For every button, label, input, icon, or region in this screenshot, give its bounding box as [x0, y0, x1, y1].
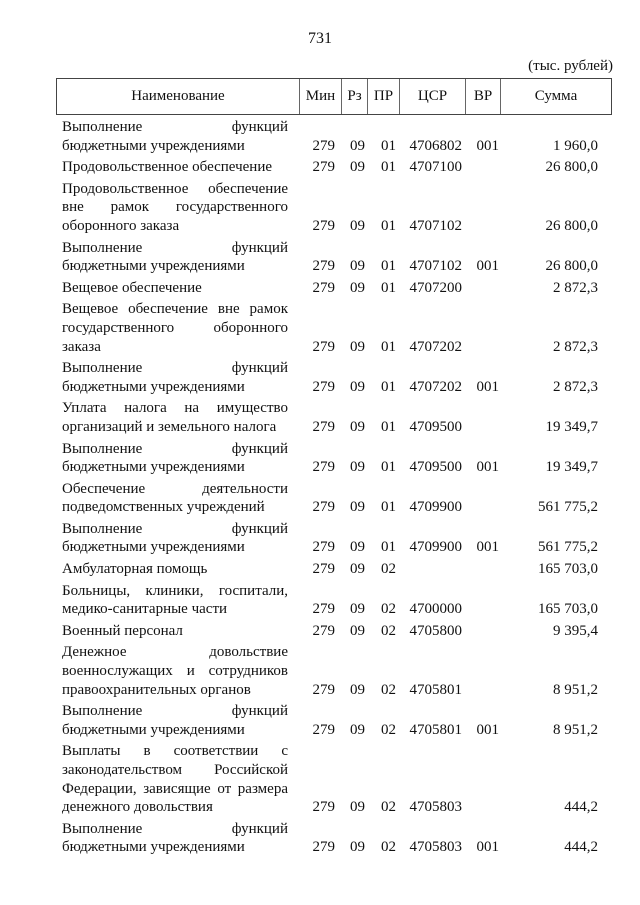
row-name-line: Продовольственное обеспечение: [62, 159, 272, 176]
row-sum: 19 349,7: [545, 459, 598, 476]
row-csr: 4705801: [409, 721, 462, 738]
row-name: [62, 520, 288, 557]
header-sum: Сумма: [500, 79, 611, 114]
row-name-line: правоохранительных органов: [62, 681, 251, 698]
row-rz: 09: [350, 217, 365, 234]
row-min: 279: [312, 499, 335, 516]
row-name-line: бюджетными учреждениями: [62, 539, 245, 556]
row-csr: 4709500: [409, 459, 462, 476]
row-min: 279: [312, 839, 335, 856]
row-csr: 4707202: [409, 338, 462, 355]
row-name-line: Выполнение функций: [62, 239, 288, 256]
row-sum: 26 800,0: [545, 217, 598, 234]
row-rz: 09: [350, 279, 365, 296]
row-pr: 01: [381, 258, 396, 275]
row-sum: 26 800,0: [545, 258, 598, 275]
row-rz: 09: [350, 622, 365, 639]
row-csr: 4709500: [409, 418, 462, 435]
table-row: [62, 359, 598, 396]
row-sum: 2 872,3: [553, 338, 598, 355]
row-name-line: Вещевое обеспечение: [62, 279, 202, 296]
row-name-line: бюджетными учреждениями: [62, 258, 245, 275]
row-pr: 02: [381, 839, 396, 856]
header-name: Наименование: [131, 88, 225, 104]
row-min: 279: [312, 561, 335, 578]
header-min: Мин: [299, 79, 341, 114]
row-sum: 8 951,2: [553, 721, 598, 738]
row-vr: 001: [476, 137, 499, 154]
table-row: [62, 702, 598, 739]
row-sum: 561 775,2: [538, 499, 598, 516]
row-name-line: законодательством Российской: [62, 762, 288, 778]
row-pr: 02: [381, 622, 396, 639]
row-name-line: Больницы, клиники, госпитали,: [62, 582, 288, 599]
row-rz: 09: [350, 338, 365, 355]
table-row: [62, 643, 598, 699]
row-rz: 09: [350, 721, 365, 738]
row-name-line: Выполнение функций: [62, 360, 288, 377]
row-name-line: бюджетными учреждениями: [62, 137, 245, 154]
row-name-line: Уплата налога на имущество: [62, 400, 288, 417]
row-sum: 561 775,2: [538, 539, 598, 556]
row-sum: 2 872,3: [553, 279, 598, 296]
row-min: 279: [312, 279, 335, 296]
row-name-line: Выполнение функций: [62, 440, 288, 457]
row-sum: 165 703,0: [538, 561, 598, 578]
row-vr: 001: [476, 378, 499, 395]
row-sum: 26 800,0: [545, 159, 598, 176]
row-name-line: Амбулаторная помощь: [62, 561, 208, 578]
row-min: 279: [312, 681, 335, 698]
table-row: [62, 582, 598, 619]
row-min: 279: [312, 721, 335, 738]
row-name-line: Выполнение функций: [62, 119, 288, 135]
row-min: 279: [312, 418, 335, 435]
row-csr: 4709900: [409, 499, 462, 516]
row-pr: 01: [381, 459, 396, 476]
table-row: [62, 300, 598, 356]
row-name-line: организаций и земельного налога: [62, 418, 277, 435]
row-sum: 165 703,0: [538, 601, 598, 618]
row-pr: 01: [381, 137, 396, 154]
row-csr: 4705800: [409, 622, 462, 639]
row-name-line: бюджетными учреждениями: [62, 378, 245, 395]
table-row: [62, 560, 598, 579]
row-name-line: Денежное довольствие: [62, 644, 288, 661]
row-vr: 001: [476, 539, 499, 556]
table-row: [62, 180, 598, 236]
row-vr: 001: [476, 721, 499, 738]
row-pr: 01: [381, 418, 396, 435]
row-min: 279: [312, 539, 335, 556]
table-row: [62, 158, 598, 177]
row-csr: 4700000: [409, 601, 462, 618]
row-rz: 09: [350, 561, 365, 578]
row-rz: 09: [350, 459, 365, 476]
row-csr: 4705803: [409, 799, 462, 816]
row-rz: 09: [350, 539, 365, 556]
row-min: 279: [312, 217, 335, 234]
row-name: [62, 359, 288, 396]
row-rz: 09: [350, 258, 365, 275]
row-sum: 1 960,0: [553, 137, 598, 154]
row-rz: 09: [350, 799, 365, 816]
header-csr: ЦСР: [399, 79, 465, 114]
row-min: 279: [312, 378, 335, 395]
row-sum: 8 951,2: [553, 681, 598, 698]
units-label: (тыс. рублей): [528, 58, 613, 74]
row-csr: 4709900: [409, 539, 462, 556]
row-csr: 4707202: [409, 378, 462, 395]
row-name-line: Выполнение функций: [62, 520, 288, 537]
row-pr: 02: [381, 799, 396, 816]
row-min: 279: [312, 459, 335, 476]
table-row: [62, 399, 598, 436]
row-pr: 01: [381, 539, 396, 556]
row-name: [62, 239, 288, 276]
row-rz: 09: [350, 839, 365, 856]
row-sum: 9 395,4: [553, 622, 598, 639]
row-name: [62, 180, 288, 236]
table-header: [56, 78, 612, 115]
row-name: [62, 820, 288, 857]
row-name: [62, 118, 288, 155]
row-vr: 001: [476, 459, 499, 476]
row-name: [62, 582, 288, 619]
row-name-line: медико-санитарные части: [62, 601, 228, 618]
row-name: [62, 702, 288, 739]
row-name: [62, 300, 288, 356]
header-pr: ПР: [367, 79, 399, 114]
row-min: 279: [312, 159, 335, 176]
row-name: [62, 440, 288, 477]
row-pr: 02: [381, 681, 396, 698]
row-vr: 001: [476, 839, 499, 856]
header-vr: ВР: [465, 79, 500, 114]
table-row: [62, 118, 598, 155]
row-min: 279: [312, 338, 335, 355]
row-name-line: Обеспечение деятельности: [62, 480, 288, 497]
row-name-line: заказа: [62, 338, 101, 355]
row-name: [62, 742, 288, 816]
row-name-line: Продовольственное обеспечение: [62, 180, 288, 197]
row-vr: 001: [476, 258, 499, 275]
row-pr: 01: [381, 279, 396, 296]
row-min: 279: [312, 622, 335, 639]
row-min: 279: [312, 601, 335, 618]
table-row: [62, 440, 598, 477]
row-name-line: Военный персонал: [62, 622, 183, 639]
row-sum: 2 872,3: [553, 378, 598, 395]
row-name: [62, 399, 288, 436]
row-pr: 01: [381, 338, 396, 355]
row-rz: 09: [350, 681, 365, 698]
table-body: [62, 118, 598, 860]
row-min: 279: [312, 258, 335, 275]
row-pr: 02: [381, 721, 396, 738]
row-name-line: Выполнение функций: [62, 703, 288, 720]
row-rz: 09: [350, 159, 365, 176]
row-pr: 02: [381, 561, 396, 578]
row-name: [62, 158, 288, 177]
row-csr: 4707200: [409, 279, 462, 296]
page-number: 731: [308, 30, 332, 47]
table-row: [62, 622, 598, 641]
row-pr: 01: [381, 378, 396, 395]
row-csr: 4707102: [409, 217, 462, 234]
row-name-line: бюджетными учреждениями: [62, 839, 245, 856]
table-row: [62, 520, 598, 557]
row-sum: 444,2: [564, 839, 598, 856]
row-name-line: Вещевое обеспечение вне рамок: [62, 301, 288, 318]
row-sum: 444,2: [564, 799, 598, 816]
row-rz: 09: [350, 418, 365, 435]
table-row: [62, 742, 598, 816]
row-name: [62, 643, 288, 699]
row-sum: 19 349,7: [545, 418, 598, 435]
row-name-line: Выполнение функций: [62, 820, 288, 837]
table-row: [62, 279, 598, 298]
row-csr: 4707102: [409, 258, 462, 275]
row-name-line: денежного довольствия: [62, 799, 213, 816]
row-rz: 09: [350, 499, 365, 516]
row-csr: 4706802: [409, 137, 462, 154]
row-name-line: Выплаты в соответствии с: [62, 743, 288, 760]
table-row: [62, 480, 598, 517]
table-row: [62, 820, 598, 857]
row-name-line: бюджетными учреждениями: [62, 721, 245, 738]
header-rz: Рз: [341, 79, 367, 114]
row-pr: 01: [381, 499, 396, 516]
row-min: 279: [312, 137, 335, 154]
table-row: [62, 239, 598, 276]
row-name-line: военнослужащих и сотрудников: [62, 663, 288, 680]
row-name-line: оборонного заказа: [62, 217, 180, 234]
row-csr: 4705801: [409, 681, 462, 698]
row-rz: 09: [350, 601, 365, 618]
row-name-line: государственного оборонного: [62, 319, 288, 336]
row-name: [62, 560, 288, 579]
row-name: [62, 480, 288, 517]
row-rz: 09: [350, 137, 365, 154]
row-pr: 01: [381, 217, 396, 234]
row-name: [62, 622, 288, 641]
row-pr: 02: [381, 601, 396, 618]
row-name-line: вне рамок государственного: [62, 199, 288, 216]
row-csr: 4707100: [409, 159, 462, 176]
row-pr: 01: [381, 159, 396, 176]
row-min: 279: [312, 799, 335, 816]
row-name-line: подведомственных учреждений: [62, 499, 265, 516]
row-csr: 4705803: [409, 839, 462, 856]
row-name-line: Федерации, зависящие от размера: [62, 780, 288, 797]
row-rz: 09: [350, 378, 365, 395]
row-name-line: бюджетными учреждениями: [62, 459, 245, 476]
row-name: [62, 279, 288, 298]
